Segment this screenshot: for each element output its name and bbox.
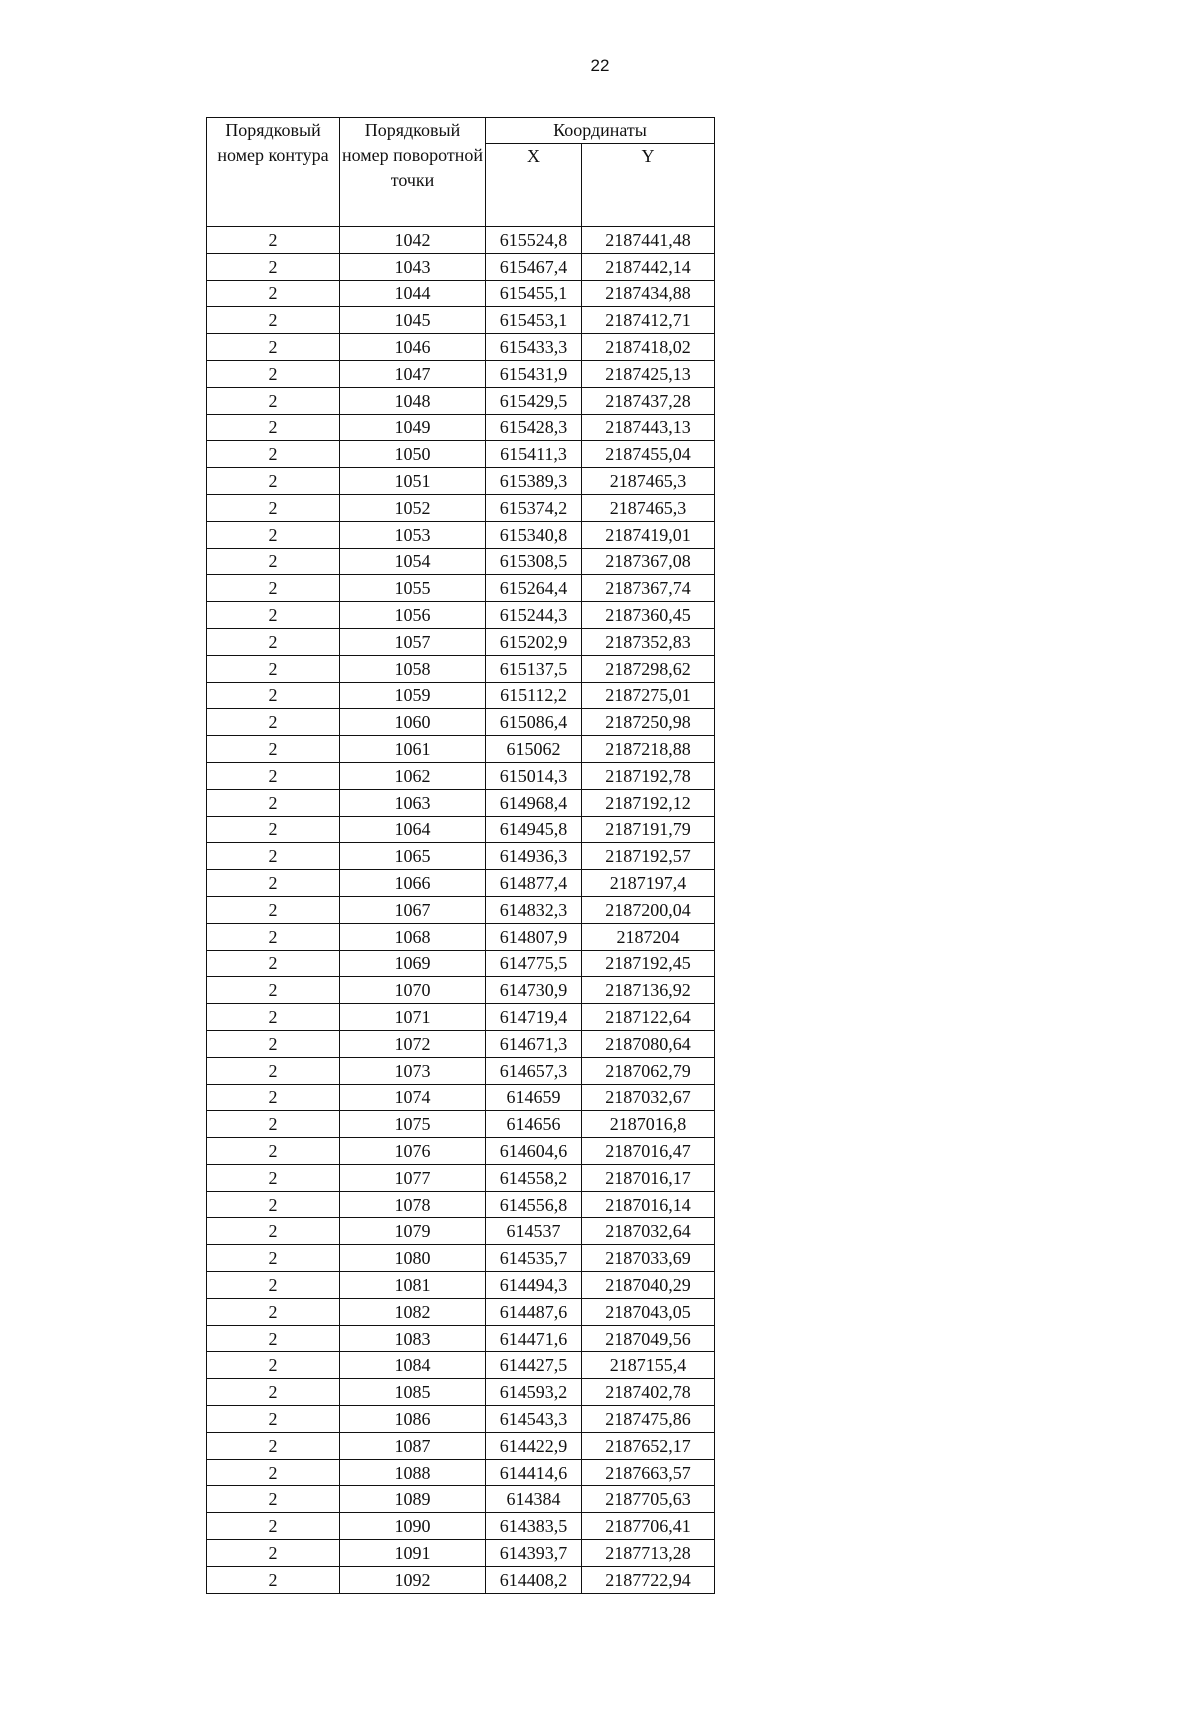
cell-x: 614656 bbox=[486, 1111, 582, 1138]
page-number: 22 bbox=[590, 56, 610, 75]
table-row bbox=[207, 923, 715, 950]
cell-x: 614730,9 bbox=[486, 977, 582, 1004]
table-row bbox=[207, 709, 715, 736]
cell-y: 2187402,78 bbox=[582, 1379, 715, 1406]
cell-x: 614558,2 bbox=[486, 1164, 582, 1191]
cell-y: 2187722,94 bbox=[582, 1566, 715, 1593]
cell-y: 2187197,4 bbox=[582, 870, 715, 897]
table-row bbox=[207, 1164, 715, 1191]
table-row bbox=[207, 1406, 715, 1433]
cell-contour-number: 2 bbox=[207, 1111, 340, 1138]
cell-point-number: 1082 bbox=[340, 1298, 486, 1325]
cell-x: 615389,3 bbox=[486, 468, 582, 495]
cell-x: 614775,5 bbox=[486, 950, 582, 977]
cell-y: 2187419,01 bbox=[582, 521, 715, 548]
table-row bbox=[207, 762, 715, 789]
cell-contour-number: 2 bbox=[207, 548, 340, 575]
cell-x: 614471,6 bbox=[486, 1325, 582, 1352]
table-row bbox=[207, 1057, 715, 1084]
cell-y: 2187298,62 bbox=[582, 655, 715, 682]
cell-contour-number: 2 bbox=[207, 655, 340, 682]
cell-contour-number: 2 bbox=[207, 1325, 340, 1352]
table-row bbox=[207, 1325, 715, 1352]
cell-contour-number: 2 bbox=[207, 762, 340, 789]
table-row bbox=[207, 548, 715, 575]
coordinates-table bbox=[206, 117, 715, 1594]
table-row bbox=[207, 1111, 715, 1138]
cell-y: 2187016,8 bbox=[582, 1111, 715, 1138]
table-row bbox=[207, 1513, 715, 1540]
table-row bbox=[207, 521, 715, 548]
cell-point-number: 1067 bbox=[340, 896, 486, 923]
cell-x: 615455,1 bbox=[486, 280, 582, 307]
table-row bbox=[207, 1298, 715, 1325]
table-body bbox=[207, 227, 715, 1594]
cell-contour-number: 2 bbox=[207, 387, 340, 414]
cell-x: 615062 bbox=[486, 736, 582, 763]
cell-point-number: 1072 bbox=[340, 1030, 486, 1057]
table-row bbox=[207, 816, 715, 843]
cell-x: 614832,3 bbox=[486, 896, 582, 923]
table-row bbox=[207, 1030, 715, 1057]
cell-point-number: 1050 bbox=[340, 441, 486, 468]
cell-y: 2187200,04 bbox=[582, 896, 715, 923]
table-row bbox=[207, 950, 715, 977]
table-row bbox=[207, 1432, 715, 1459]
cell-point-number: 1076 bbox=[340, 1138, 486, 1165]
cell-x: 614414,6 bbox=[486, 1459, 582, 1486]
cell-point-number: 1088 bbox=[340, 1459, 486, 1486]
cell-x: 615433,3 bbox=[486, 334, 582, 361]
cell-point-number: 1083 bbox=[340, 1325, 486, 1352]
table-row bbox=[207, 227, 715, 254]
cell-x: 615453,1 bbox=[486, 307, 582, 334]
cell-contour-number: 2 bbox=[207, 1191, 340, 1218]
cell-x: 614657,3 bbox=[486, 1057, 582, 1084]
table-row bbox=[207, 870, 715, 897]
cell-point-number: 1047 bbox=[340, 360, 486, 387]
cell-point-number: 1043 bbox=[340, 253, 486, 280]
table-row bbox=[207, 1004, 715, 1031]
table-row bbox=[207, 414, 715, 441]
table-row bbox=[207, 789, 715, 816]
cell-contour-number: 2 bbox=[207, 1513, 340, 1540]
cell-y: 2187663,57 bbox=[582, 1459, 715, 1486]
cell-y: 2187418,02 bbox=[582, 334, 715, 361]
cell-x: 614487,6 bbox=[486, 1298, 582, 1325]
cell-contour-number: 2 bbox=[207, 1379, 340, 1406]
cell-point-number: 1077 bbox=[340, 1164, 486, 1191]
cell-contour-number: 2 bbox=[207, 789, 340, 816]
cell-y: 2187360,45 bbox=[582, 602, 715, 629]
table-row bbox=[207, 575, 715, 602]
cell-x: 614556,8 bbox=[486, 1191, 582, 1218]
cell-y: 2187218,88 bbox=[582, 736, 715, 763]
cell-contour-number: 2 bbox=[207, 896, 340, 923]
cell-y: 2187442,14 bbox=[582, 253, 715, 280]
table-row bbox=[207, 494, 715, 521]
table-row bbox=[207, 628, 715, 655]
cell-x: 614719,4 bbox=[486, 1004, 582, 1031]
cell-contour-number: 2 bbox=[207, 923, 340, 950]
cell-point-number: 1045 bbox=[340, 307, 486, 334]
cell-contour-number: 2 bbox=[207, 253, 340, 280]
cell-point-number: 1074 bbox=[340, 1084, 486, 1111]
cell-contour-number: 2 bbox=[207, 280, 340, 307]
cell-point-number: 1079 bbox=[340, 1218, 486, 1245]
cell-x: 614537 bbox=[486, 1218, 582, 1245]
cell-x: 615429,5 bbox=[486, 387, 582, 414]
cell-point-number: 1070 bbox=[340, 977, 486, 1004]
cell-contour-number: 2 bbox=[207, 1459, 340, 1486]
cell-y: 2187465,3 bbox=[582, 468, 715, 495]
table-row bbox=[207, 468, 715, 495]
cell-x: 615086,4 bbox=[486, 709, 582, 736]
table-row bbox=[207, 1138, 715, 1165]
table-row bbox=[207, 1540, 715, 1567]
cell-point-number: 1075 bbox=[340, 1111, 486, 1138]
cell-y: 2187250,98 bbox=[582, 709, 715, 736]
table-row bbox=[207, 280, 715, 307]
cell-x: 615467,4 bbox=[486, 253, 582, 280]
cell-y: 2187016,47 bbox=[582, 1138, 715, 1165]
header-coordinates: Координаты bbox=[486, 118, 715, 144]
table-row bbox=[207, 253, 715, 280]
cell-x: 614807,9 bbox=[486, 923, 582, 950]
cell-x: 615014,3 bbox=[486, 762, 582, 789]
cell-contour-number: 2 bbox=[207, 1352, 340, 1379]
table-row bbox=[207, 307, 715, 334]
cell-point-number: 1063 bbox=[340, 789, 486, 816]
cell-contour-number: 2 bbox=[207, 736, 340, 763]
cell-point-number: 1049 bbox=[340, 414, 486, 441]
table-row bbox=[207, 1272, 715, 1299]
table-row bbox=[207, 655, 715, 682]
cell-x: 615431,9 bbox=[486, 360, 582, 387]
cell-contour-number: 2 bbox=[207, 227, 340, 254]
cell-contour-number: 2 bbox=[207, 360, 340, 387]
cell-y: 2187367,08 bbox=[582, 548, 715, 575]
cell-x: 615137,5 bbox=[486, 655, 582, 682]
table-row bbox=[207, 1459, 715, 1486]
table-row bbox=[207, 843, 715, 870]
header-x: X bbox=[486, 144, 582, 227]
cell-y: 2187367,74 bbox=[582, 575, 715, 602]
cell-x: 615374,2 bbox=[486, 494, 582, 521]
cell-contour-number: 2 bbox=[207, 1486, 340, 1513]
cell-contour-number: 2 bbox=[207, 1272, 340, 1299]
cell-x: 614383,5 bbox=[486, 1513, 582, 1540]
cell-y: 2187122,64 bbox=[582, 1004, 715, 1031]
cell-x: 615308,5 bbox=[486, 548, 582, 575]
cell-point-number: 1058 bbox=[340, 655, 486, 682]
cell-point-number: 1084 bbox=[340, 1352, 486, 1379]
cell-point-number: 1087 bbox=[340, 1432, 486, 1459]
cell-contour-number: 2 bbox=[207, 414, 340, 441]
cell-y: 2187040,29 bbox=[582, 1272, 715, 1299]
cell-point-number: 1073 bbox=[340, 1057, 486, 1084]
cell-y: 2187033,69 bbox=[582, 1245, 715, 1272]
cell-x: 615524,8 bbox=[486, 227, 582, 254]
cell-y: 2187455,04 bbox=[582, 441, 715, 468]
cell-point-number: 1060 bbox=[340, 709, 486, 736]
cell-point-number: 1046 bbox=[340, 334, 486, 361]
table-row bbox=[207, 602, 715, 629]
cell-point-number: 1069 bbox=[340, 950, 486, 977]
cell-x: 614604,6 bbox=[486, 1138, 582, 1165]
table-row bbox=[207, 682, 715, 709]
cell-point-number: 1051 bbox=[340, 468, 486, 495]
cell-y: 2187191,79 bbox=[582, 816, 715, 843]
cell-point-number: 1092 bbox=[340, 1566, 486, 1593]
cell-contour-number: 2 bbox=[207, 1004, 340, 1031]
cell-contour-number: 2 bbox=[207, 1540, 340, 1567]
cell-contour-number: 2 bbox=[207, 870, 340, 897]
cell-y: 2187080,64 bbox=[582, 1030, 715, 1057]
cell-point-number: 1091 bbox=[340, 1540, 486, 1567]
cell-contour-number: 2 bbox=[207, 1566, 340, 1593]
cell-y: 2187275,01 bbox=[582, 682, 715, 709]
cell-contour-number: 2 bbox=[207, 1084, 340, 1111]
cell-point-number: 1068 bbox=[340, 923, 486, 950]
cell-point-number: 1086 bbox=[340, 1406, 486, 1433]
cell-y: 2187049,56 bbox=[582, 1325, 715, 1352]
cell-point-number: 1055 bbox=[340, 575, 486, 602]
cell-y: 2187192,12 bbox=[582, 789, 715, 816]
cell-y: 2187016,17 bbox=[582, 1164, 715, 1191]
cell-x: 614945,8 bbox=[486, 816, 582, 843]
table-row bbox=[207, 1218, 715, 1245]
cell-x: 615428,3 bbox=[486, 414, 582, 441]
cell-x: 614422,9 bbox=[486, 1432, 582, 1459]
table-row bbox=[207, 896, 715, 923]
cell-contour-number: 2 bbox=[207, 1432, 340, 1459]
cell-x: 614543,3 bbox=[486, 1406, 582, 1433]
table-row bbox=[207, 1379, 715, 1406]
cell-x: 614968,4 bbox=[486, 789, 582, 816]
table-row bbox=[207, 1486, 715, 1513]
cell-contour-number: 2 bbox=[207, 682, 340, 709]
header-contour-number: Порядковый номер контура bbox=[207, 118, 340, 227]
cell-point-number: 1062 bbox=[340, 762, 486, 789]
cell-y: 2187434,88 bbox=[582, 280, 715, 307]
cell-point-number: 1089 bbox=[340, 1486, 486, 1513]
cell-x: 614936,3 bbox=[486, 843, 582, 870]
cell-y: 2187441,48 bbox=[582, 227, 715, 254]
cell-point-number: 1090 bbox=[340, 1513, 486, 1540]
table-row bbox=[207, 387, 715, 414]
cell-y: 2187705,63 bbox=[582, 1486, 715, 1513]
cell-point-number: 1071 bbox=[340, 1004, 486, 1031]
table-row bbox=[207, 334, 715, 361]
cell-y: 2187475,86 bbox=[582, 1406, 715, 1433]
cell-point-number: 1064 bbox=[340, 816, 486, 843]
table-row bbox=[207, 736, 715, 763]
cell-y: 2187016,14 bbox=[582, 1191, 715, 1218]
cell-y: 2187192,78 bbox=[582, 762, 715, 789]
cell-x: 614877,4 bbox=[486, 870, 582, 897]
cell-y: 2187043,05 bbox=[582, 1298, 715, 1325]
cell-point-number: 1057 bbox=[340, 628, 486, 655]
cell-contour-number: 2 bbox=[207, 1218, 340, 1245]
cell-contour-number: 2 bbox=[207, 575, 340, 602]
cell-y: 2187352,83 bbox=[582, 628, 715, 655]
cell-point-number: 1059 bbox=[340, 682, 486, 709]
table-row bbox=[207, 1245, 715, 1272]
cell-point-number: 1061 bbox=[340, 736, 486, 763]
cell-y: 2187062,79 bbox=[582, 1057, 715, 1084]
cell-y: 2187136,92 bbox=[582, 977, 715, 1004]
cell-point-number: 1056 bbox=[340, 602, 486, 629]
cell-point-number: 1042 bbox=[340, 227, 486, 254]
cell-y: 2187192,45 bbox=[582, 950, 715, 977]
cell-point-number: 1080 bbox=[340, 1245, 486, 1272]
cell-contour-number: 2 bbox=[207, 468, 340, 495]
cell-contour-number: 2 bbox=[207, 1406, 340, 1433]
cell-x: 614384 bbox=[486, 1486, 582, 1513]
cell-contour-number: 2 bbox=[207, 1164, 340, 1191]
cell-point-number: 1081 bbox=[340, 1272, 486, 1299]
cell-x: 615411,3 bbox=[486, 441, 582, 468]
cell-x: 614535,7 bbox=[486, 1245, 582, 1272]
cell-x: 614494,3 bbox=[486, 1272, 582, 1299]
table-row bbox=[207, 1084, 715, 1111]
table-row bbox=[207, 441, 715, 468]
cell-x: 614593,2 bbox=[486, 1379, 582, 1406]
cell-contour-number: 2 bbox=[207, 334, 340, 361]
cell-x: 614659 bbox=[486, 1084, 582, 1111]
cell-y: 2187425,13 bbox=[582, 360, 715, 387]
cell-contour-number: 2 bbox=[207, 709, 340, 736]
cell-contour-number: 2 bbox=[207, 521, 340, 548]
cell-contour-number: 2 bbox=[207, 950, 340, 977]
cell-point-number: 1085 bbox=[340, 1379, 486, 1406]
header-point-number: Порядковый номер поворотной точки bbox=[340, 118, 486, 227]
cell-contour-number: 2 bbox=[207, 1245, 340, 1272]
cell-y: 2187443,13 bbox=[582, 414, 715, 441]
cell-contour-number: 2 bbox=[207, 1138, 340, 1165]
cell-contour-number: 2 bbox=[207, 1298, 340, 1325]
cell-y: 2187032,64 bbox=[582, 1218, 715, 1245]
table-header bbox=[207, 118, 715, 227]
cell-point-number: 1054 bbox=[340, 548, 486, 575]
cell-point-number: 1065 bbox=[340, 843, 486, 870]
cell-point-number: 1078 bbox=[340, 1191, 486, 1218]
cell-x: 614393,7 bbox=[486, 1540, 582, 1567]
cell-contour-number: 2 bbox=[207, 628, 340, 655]
cell-y: 2187652,17 bbox=[582, 1432, 715, 1459]
cell-point-number: 1048 bbox=[340, 387, 486, 414]
cell-y: 2187192,57 bbox=[582, 843, 715, 870]
cell-contour-number: 2 bbox=[207, 977, 340, 1004]
cell-y: 2187155,4 bbox=[582, 1352, 715, 1379]
cell-x: 615202,9 bbox=[486, 628, 582, 655]
cell-contour-number: 2 bbox=[207, 843, 340, 870]
table-row bbox=[207, 1191, 715, 1218]
cell-x: 614671,3 bbox=[486, 1030, 582, 1057]
cell-contour-number: 2 bbox=[207, 441, 340, 468]
table-row bbox=[207, 1352, 715, 1379]
cell-x: 615340,8 bbox=[486, 521, 582, 548]
cell-x: 614427,5 bbox=[486, 1352, 582, 1379]
cell-y: 2187437,28 bbox=[582, 387, 715, 414]
cell-y: 2187706,41 bbox=[582, 1513, 715, 1540]
cell-y: 2187204 bbox=[582, 923, 715, 950]
cell-contour-number: 2 bbox=[207, 1030, 340, 1057]
cell-contour-number: 2 bbox=[207, 1057, 340, 1084]
cell-contour-number: 2 bbox=[207, 494, 340, 521]
cell-contour-number: 2 bbox=[207, 602, 340, 629]
cell-y: 2187713,28 bbox=[582, 1540, 715, 1567]
cell-y: 2187412,71 bbox=[582, 307, 715, 334]
cell-point-number: 1053 bbox=[340, 521, 486, 548]
cell-contour-number: 2 bbox=[207, 307, 340, 334]
cell-point-number: 1052 bbox=[340, 494, 486, 521]
cell-x: 615244,3 bbox=[486, 602, 582, 629]
cell-x: 615112,2 bbox=[486, 682, 582, 709]
cell-y: 2187465,3 bbox=[582, 494, 715, 521]
cell-x: 614408,2 bbox=[486, 1566, 582, 1593]
table-row bbox=[207, 360, 715, 387]
cell-x: 615264,4 bbox=[486, 575, 582, 602]
cell-point-number: 1066 bbox=[340, 870, 486, 897]
table-row bbox=[207, 977, 715, 1004]
cell-y: 2187032,67 bbox=[582, 1084, 715, 1111]
table-row bbox=[207, 1566, 715, 1593]
cell-point-number: 1044 bbox=[340, 280, 486, 307]
header-y: Y bbox=[582, 144, 715, 227]
cell-contour-number: 2 bbox=[207, 816, 340, 843]
